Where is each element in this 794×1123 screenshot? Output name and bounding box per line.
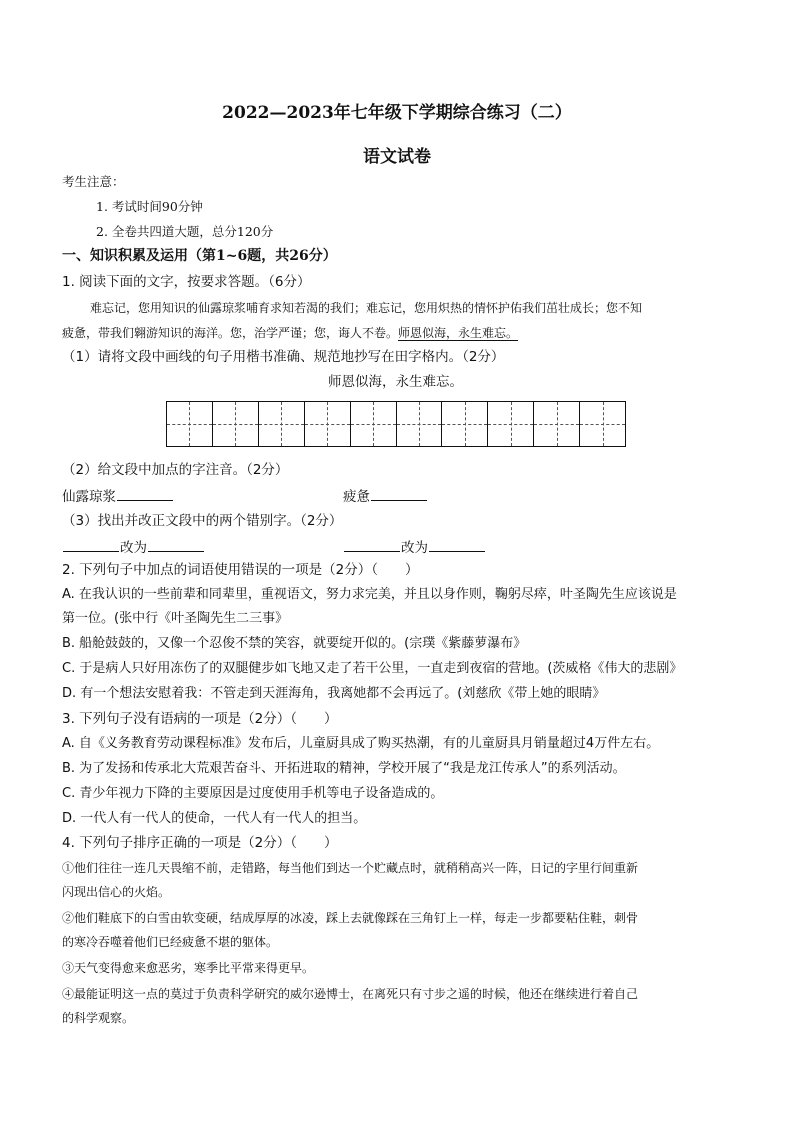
q2-option-c: C. 于是病人只好用冻伤了的双腿健步如飞地又走了若干公里，一直走到夜宿的营地。(茨威格《伟大的悲剧》: [62, 661, 683, 676]
q4-sentence-2: ②他们鞋底下的白雪由软变硬，结成厚厚的冰凌，踩上去就像踩在三角钉上一样，每走一步都要粘住鞋，刺骨: [62, 911, 639, 925]
q1-correction-row: [343, 537, 643, 558]
change-to-label: 改为: [401, 540, 428, 556]
grid-cell[interactable]: [305, 402, 351, 446]
notice-heading: 考生注意：: [62, 174, 125, 189]
pinyin-blank-a[interactable]: [117, 486, 173, 501]
q1-stem: 1. 阅读下面的文字，按要求答题。（6分）: [62, 274, 311, 290]
q4-sentence-4: ④最能证明这一点的莫过于负责科学研究的威尔逊博士，在离死只有寸步之遥的时候，他还在继续进行着自己: [62, 987, 639, 1001]
wrong-char-blank[interactable]: [63, 537, 119, 552]
pinyin-blank-b[interactable]: [371, 486, 427, 501]
exam-subtitle: 语文试卷: [363, 147, 431, 167]
q4-sentence-1: ①他们往往一连几天畏缩不前，走错路，每当他们到达一个贮藏点时，就稍稍高兴一阵，日记的字里行间重新: [62, 861, 639, 875]
right-char-blank[interactable]: [429, 537, 485, 552]
grid-cell[interactable]: [442, 402, 488, 446]
q4-stem: 4. 下列句子排序正确的一项是（2分）（ ）: [62, 835, 338, 851]
grid-cell[interactable]: [580, 402, 625, 446]
q3-option-c: C. 青少年视力下降的主要原因是过度使用手机等电子设备造成的。: [62, 786, 444, 801]
q2-stem: 2. 下列句子中加点的词语使用错误的一项是（2分）（ ）: [62, 562, 419, 578]
grid-cell[interactable]: [534, 402, 580, 446]
q2-option-a-cont: 第一位。(张中行《叶圣陶先生二三事》: [62, 611, 289, 626]
grid-cell[interactable]: [167, 402, 213, 446]
q2-option-b: B. 船舱鼓鼓的，又像一个忍俊不禁的笑容，就要绽开似的。(宗璞《紫藤萝瀑布》: [62, 636, 527, 651]
q2-option-a: A. 在我认识的一些前辈和同辈里，重视语文，努力求完美，并且以身作则，鞠躬尽瘁，叶圣陶先生应该说是: [62, 587, 677, 602]
q4-sentence-2-cont: 的寒冷吞噬着他们已经疲惫不堪的躯体。: [62, 935, 279, 949]
word-a: 仙露琼浆: [62, 489, 116, 505]
q1-passage-line: [62, 323, 742, 343]
q4-sentence-1-cont: 闪现出信心的火焰。: [62, 885, 171, 899]
q3-option-b: B. 为了发扬和传承北大荒艰苦奋斗、开拓进取的精神，学校开展了“我是龙江传承人”的系列活动。: [62, 761, 626, 776]
grid-cell[interactable]: [397, 402, 443, 446]
q1-passage-line: 难忘记，您用知识的仙露琼浆哺育求知若渴的我们；难忘记，您用炽热的情怀护佑我们茁壮成长；您不知: [90, 301, 643, 315]
grid-cell[interactable]: [259, 402, 305, 446]
grid-cell[interactable]: [213, 402, 259, 446]
q1-sub1: （1）请将文段中画线的句子用楷书准确、规范地抄写在田字格内。（2分）: [62, 349, 505, 365]
wrong-char-blank[interactable]: [344, 537, 400, 552]
grid-cell[interactable]: [351, 402, 397, 446]
word-b: 疲惫: [343, 489, 370, 505]
notice-item-score: 2. 全卷共四道大题，总分120分: [96, 224, 274, 239]
q1-sub2: （2）给文段中加点的字注音。（2分）: [62, 462, 289, 478]
q3-option-d: D. 一代人有一代人的使命，一代人有一代人的担当。: [62, 811, 367, 826]
section-heading: 一、知识积累及运用（第1~6题，共26分）: [62, 248, 337, 264]
tianzige-grid[interactable]: [166, 401, 626, 447]
q1-copy-sentence: 师恩似海，永生难忘。: [328, 374, 463, 390]
q4-sentence-4-cont: 的科学观察。: [62, 1011, 135, 1025]
notice-item-time: 1. 考试时间90分钟: [96, 199, 203, 214]
right-char-blank[interactable]: [148, 537, 204, 552]
q1-underlined-sentence: 师恩似海，永生难忘。: [398, 326, 519, 340]
q1-pinyin-row: [343, 486, 643, 507]
q3-stem: 3. 下列句子没有语病的一项是（2分）（ ）: [62, 711, 338, 727]
grid-cell[interactable]: [488, 402, 534, 446]
change-to-label: 改为: [120, 540, 147, 556]
q3-option-a: A. 自《义务教育劳动课程标准》发布后，儿童厨具成了购买热潮，有的儿童厨具月销量超过4万件左右。: [62, 736, 660, 751]
q4-sentence-3: ③天气变得愈来愈恶劣，寒季比平常来得更早。: [62, 961, 315, 975]
q1-passage-text: 疲惫，带我们翱游知识的海洋。您，治学严谨；您，诲人不卷。: [62, 326, 399, 340]
q1-sub3: （3）找出并改正文段中的两个错别字。（2分）: [62, 513, 343, 529]
exam-title: 2022—2023年七年级下学期综合练习（二）: [222, 103, 572, 123]
q2-option-d: D. 有一个想法安慰着我：不管走到天涯海角，我离她都不会再远了。(刘慈欣《带上她的眼睛》: [62, 686, 606, 701]
